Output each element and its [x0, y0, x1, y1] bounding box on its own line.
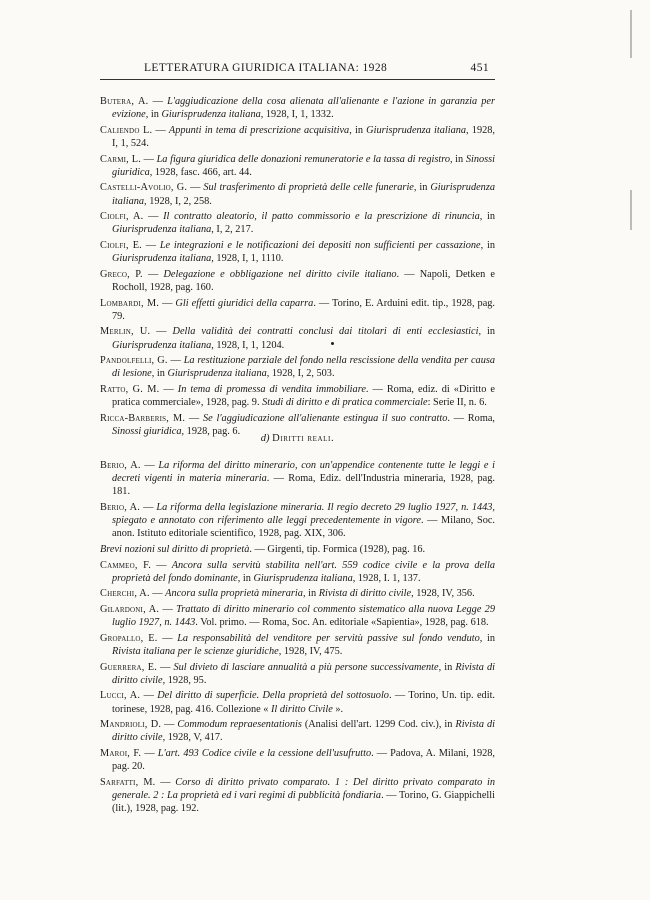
- bibliography-entry: [100, 501, 495, 541]
- entry-source: Giurisprudenza italiana: [112, 182, 495, 207]
- entry-source: Giurisprudenza italiana: [112, 253, 212, 265]
- entry-title: Ancora sulla servitù stabilita nell'art. 559 codice civile e la prova della proprietà del fondo dominante: [112, 559, 495, 584]
- entry-publication: , in: [413, 182, 431, 194]
- entry-publication: . — Roma, ediz. di «Diritto e pratica commerciale», 1928, pag. 9.: [112, 383, 495, 409]
- bibliography-entry: [100, 689, 495, 715]
- entry-details: , 1928, I, 1, 1332.: [260, 109, 334, 121]
- entry-publication: . — Torino, G. Giappichelli (lit.), 1928, pag. 192.: [112, 789, 495, 815]
- bibliography-entry: [100, 325, 495, 351]
- entry-separator: —: [149, 588, 166, 600]
- bibliography-entry: [100, 747, 495, 773]
- entry-source: Giurisprudenza italiana: [366, 124, 467, 136]
- entry-author: Ricca-Barberis, M.: [100, 412, 186, 424]
- margin-mark: [630, 190, 632, 230]
- entry-author: Guerrera, E.: [100, 661, 158, 673]
- entry-title: Del diritto di superficie. Della proprietà del sottosuolo: [157, 690, 389, 702]
- entry-title: L'art. 493 Codice civile e la cessione dell'usufrutto: [157, 747, 372, 759]
- entry-author: Maroi, F.: [100, 747, 142, 759]
- entry-separator: —: [159, 603, 177, 615]
- bibliography-entry: [100, 210, 495, 236]
- entry-source: Giurisprudenza italiana: [112, 224, 212, 236]
- entry-author: Merlin, U.: [100, 326, 151, 338]
- bibliography-entry: [100, 268, 495, 294]
- entry-title: Brevi nozioni sul diritto di proprietà: [100, 544, 250, 555]
- page-number: 451: [470, 62, 489, 74]
- entry-author: Lucci, A.: [100, 690, 141, 702]
- entry-source: Giurisprudenza italiana: [161, 109, 261, 121]
- bibliography-list-part-2: [100, 459, 495, 818]
- entry-publication: . Vol. primo. — Roma, Soc. An. editoriale «Sapientia», 1928, pag. 618.: [195, 617, 489, 629]
- entry-separator: —: [159, 383, 178, 395]
- entry-author: Butera, A.: [100, 96, 149, 107]
- entry-author: Cherchi, A.: [100, 588, 150, 600]
- entry-separator: —: [157, 661, 174, 673]
- section-heading: [100, 433, 495, 444]
- bibliography-entry: [100, 383, 495, 409]
- bibliography-entry: [100, 297, 495, 323]
- bibliography-entry: [100, 559, 495, 585]
- entry-source: Sinossi giuridica: [112, 425, 182, 437]
- entry-publication: . — Napoli, Detken e Rocholl, 1928, pag. 160.: [112, 268, 496, 293]
- entry-source: Studi di diritto e di pratica commerciale: [262, 397, 428, 409]
- entry-publication: . — Torino, E. Arduini edit. tip., 1928, pag. 79.: [112, 297, 495, 322]
- entry-title: Trattato di diritto minerario col commento sistematico alla nuova Legge 29 luglio 1927, n. 1443: [112, 603, 495, 629]
- entry-separator: —: [159, 297, 176, 309]
- bibliography-entry: [100, 124, 495, 150]
- entry-title: Le integrazioni e le notificazioni dei depositi non sufficienti per cassazione: [159, 239, 481, 251]
- entry-author: Lombardi, M.: [100, 297, 160, 309]
- entry-details: , 1928, I, 1, 1204.: [211, 339, 285, 351]
- entry-publication: , in: [438, 661, 456, 673]
- section-name: Diritti reali.: [272, 433, 335, 444]
- entry-details: , 1928, I, 2, 503.: [266, 368, 335, 380]
- entry-separator: —: [155, 776, 176, 788]
- entry-title: Commodum repraesentationis: [177, 719, 302, 731]
- bibliography-entry: [100, 661, 495, 687]
- entry-author: Castelli-Avolio, G.: [100, 182, 188, 194]
- entry-title: La riforma della legislazione mineraria. Il regio decreto 29 luglio 1927, n. 1443, spiegato e annotato con riferimento alle leggi precedentemente in vigore: [112, 502, 496, 527]
- entry-publication: , in: [479, 211, 495, 223]
- entry-title: L'aggiudicazione della cosa alienata all'alienante e l'azione in garanzia per evizione: [112, 96, 495, 121]
- entry-separator: —: [141, 239, 160, 251]
- entry-title: La figura giuridica delle donazioni remuneratorie e la tassa di registro: [156, 153, 450, 165]
- entry-author: Carmi, L.: [100, 153, 142, 165]
- header-rule: [100, 79, 495, 80]
- entry-publication: , in: [478, 326, 495, 338]
- entry-details: , 1928, 95.: [162, 674, 207, 686]
- entry-author: Caliendo L.: [100, 124, 153, 136]
- entry-source: Il diritto Civile: [271, 703, 333, 715]
- entry-publication: . — Roma,: [447, 412, 495, 424]
- entry-publication: , in: [302, 588, 319, 600]
- entry-details: , 1928, IV, 475.: [278, 645, 343, 657]
- entry-separator: —: [140, 460, 159, 471]
- entry-title: Della validità dei contratti conclusi dai titolari di enti ecclesiastici: [172, 326, 479, 338]
- entry-source: Giurisprudenza italiana: [112, 339, 212, 351]
- entry-title: Delegazione e obbligazione nel diritto civile italiano: [163, 268, 397, 280]
- entry-author: Berio, A.: [100, 502, 141, 513]
- entry-title: La restituzione parziale del fondo nella rescissione della vendita per causa di lesione: [112, 355, 495, 380]
- section-letter: d): [260, 433, 270, 444]
- entry-publication: . — Girgenti, tip. Formica (1928), pag. 16.: [249, 544, 426, 555]
- entry-publication: , in: [449, 153, 466, 165]
- bibliography-entry: [100, 632, 495, 658]
- entry-author: Gilardoni, A.: [100, 603, 160, 615]
- entry-publication: , in: [480, 239, 495, 251]
- stray-dot-mark: [331, 342, 334, 345]
- entry-title: Gli effetti giuridici della caparra: [175, 297, 314, 309]
- entry-author: Pandolfelli, G.: [100, 355, 168, 367]
- entry-source: Rivista di diritto civile: [318, 588, 412, 600]
- bibliography-entry: [100, 776, 495, 816]
- entry-title: In tema di promessa di vendita immobiliare: [177, 383, 366, 395]
- bibliography-entry: [100, 718, 495, 744]
- entry-separator: —: [152, 124, 169, 136]
- bibliography-list-part-1: [100, 95, 495, 441]
- entry-separator: —: [142, 268, 164, 280]
- entry-title: Appunti in tema di prescrizione acquisitiva: [168, 124, 350, 136]
- entry-title: Corso di diritto privato comparato. 1 : Del diritto privato comparato in generale. 2 : La proprietà ed i vari regimi di pubblicità fondiaria: [112, 776, 496, 801]
- bibliography-entry: [100, 181, 495, 207]
- entry-publication: . — Roma, Ediz. dell'Industria mineraria, 1928, pag. 181.: [112, 473, 495, 498]
- entry-title: Ancora sulla proprietà mineraria: [165, 588, 303, 600]
- entry-author: Cammeo, F.: [100, 559, 151, 571]
- entry-publication: , in: [349, 124, 367, 136]
- entry-separator: —: [141, 153, 157, 165]
- entry-source: Rivista di diritto civile: [112, 661, 496, 686]
- bibliography-entry: [100, 543, 495, 556]
- entry-separator: —: [157, 632, 178, 644]
- entry-details: , 1928, IV, 356.: [411, 588, 475, 600]
- entry-author: Ciolfi, A.: [100, 211, 144, 223]
- entry-title: Sul divieto di lasciare annualità a più persone successivamente: [173, 661, 439, 673]
- bibliography-entry: [100, 239, 495, 265]
- margin-mark: [630, 10, 632, 58]
- entry-title: La riforma del diritto minerario, con un'appendice contenente tutte le leggi e i decreti vigenti in materia mineraria: [112, 460, 496, 485]
- entry-publication: , in: [145, 109, 162, 121]
- entry-separator: —: [167, 355, 184, 367]
- entry-separator: —: [150, 559, 172, 571]
- bibliography-entry: [100, 153, 495, 179]
- running-title: LETTERATURA GIURIDICA ITALIANA: 1928: [144, 62, 388, 74]
- entry-source: Giurisprudenza italiana: [167, 368, 267, 380]
- entry-details: , 1928, I, 2, 258.: [144, 195, 212, 207]
- entry-details: , I, 2, 217.: [211, 224, 254, 236]
- entry-author: Berio, A.: [100, 460, 141, 471]
- entry-publication: . — Padova, A. Milani, 1928, pag. 20.: [112, 747, 495, 773]
- entry-separator: —: [141, 747, 158, 759]
- entry-author: Ciolfi, E.: [100, 239, 142, 251]
- bibliography-entry: [100, 603, 495, 629]
- entry-details: , 1928, I. 1, 137.: [352, 572, 421, 584]
- entry-author: Sarfatti, M.: [100, 776, 156, 788]
- entry-details: , 1928, V, 417.: [162, 732, 223, 744]
- entry-separator: —: [187, 182, 204, 194]
- entry-publication: . — Milano, Soc. anon. Istituto editoriale scientifico, 1928, pag. XIX, 306.: [112, 515, 495, 540]
- entry-separator: —: [150, 326, 173, 338]
- bibliography-entry: [100, 587, 495, 600]
- entry-separator: —: [185, 412, 203, 424]
- entry-details: , 1928, pag. 6.: [181, 425, 241, 437]
- entry-author: Greco, P.: [100, 268, 143, 280]
- bibliography-entry: [100, 95, 495, 121]
- entry-separator: —: [140, 690, 158, 702]
- entry-author: Mandrioli, D.: [100, 719, 162, 731]
- entry-publication: , in: [237, 572, 254, 584]
- entry-title: La responsabilità del venditore per servitù passive sul fondo venduto: [177, 632, 480, 644]
- entry-details: ».: [332, 703, 344, 715]
- bibliography-entry: [100, 354, 495, 380]
- bibliography-entry: [100, 459, 495, 499]
- entry-separator: —: [148, 96, 168, 107]
- entry-source: Sinossi giuridica: [112, 153, 496, 178]
- entry-title: Se l'aggiudicazione all'alienante estingua il suo contratto: [202, 412, 448, 424]
- entry-source: Rivista di diritto civile: [112, 719, 495, 744]
- entry-details: , 1928, I, 1, 524.: [112, 124, 495, 149]
- entry-title: Sul trasferimento di proprietà delle celle funerarie: [203, 182, 414, 194]
- entry-publication: . — Torino, Un. tip. edit. torinese, 1928, pag. 416. Collezione «: [112, 690, 496, 715]
- entry-separator: —: [140, 502, 157, 513]
- entry-details: : Serie II, n. 6.: [427, 397, 487, 409]
- entry-source: Rivista italiana per le scienze giuridiche: [112, 645, 279, 657]
- entry-publication: , in: [479, 632, 495, 644]
- entry-details: , 1928, fasc. 466, art. 44.: [149, 166, 252, 178]
- entry-publication: , in: [151, 368, 168, 380]
- entry-source: Giurisprudenza italiana: [253, 572, 353, 584]
- entry-publication: (Analisi dell'art. 1299 Cod. civ.), in: [301, 719, 456, 731]
- entry-author: Ratto, G. M.: [100, 383, 160, 395]
- entry-separator: —: [143, 211, 164, 223]
- entry-author: Gropallo, E.: [100, 632, 158, 644]
- entry-separator: —: [161, 719, 178, 731]
- entry-title: Il contratto aleatorio, il patto commissorio e la prescrizione di rinuncia: [163, 211, 480, 223]
- entry-details: , 1928, I, 1, 1110.: [211, 253, 284, 265]
